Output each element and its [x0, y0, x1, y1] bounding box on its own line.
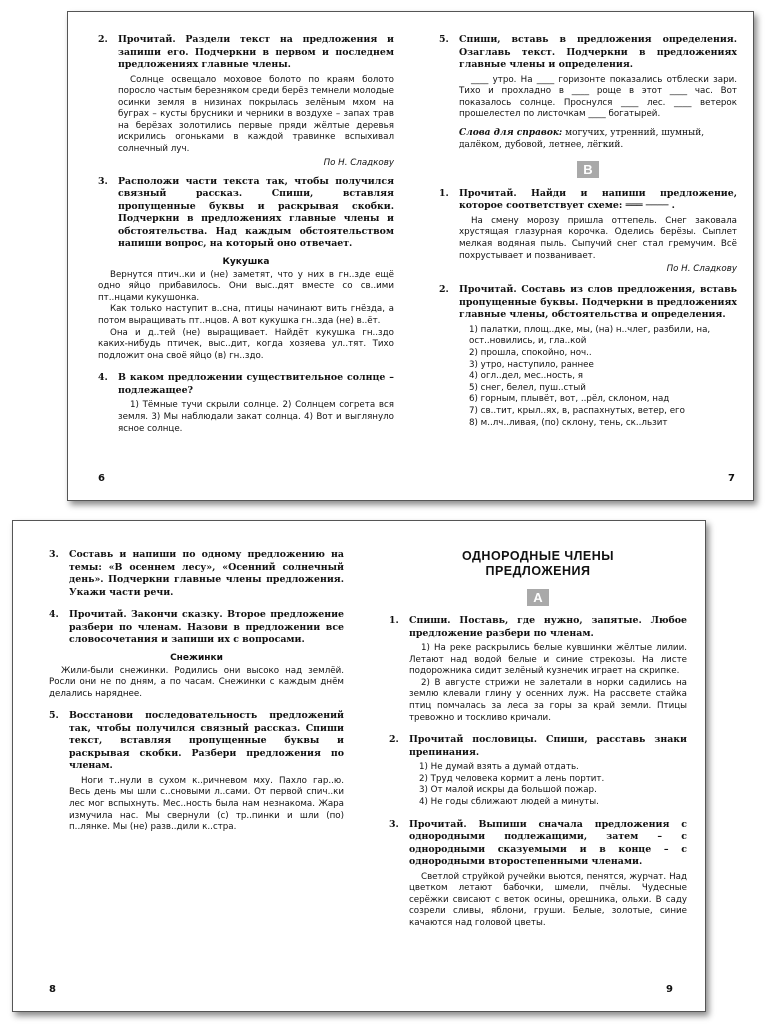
task-number: 2.: [439, 284, 449, 296]
page-number: 7: [728, 473, 735, 484]
section-title-line: ПРЕДЛОЖЕНИЯ: [485, 564, 591, 578]
task-number: 4.: [49, 609, 59, 620]
task-number: 5.: [439, 34, 449, 45]
word-list: [459, 325, 737, 429]
story-title: Кукушка: [222, 256, 270, 267]
story-title: Снежинки: [170, 652, 223, 663]
page-6: [68, 12, 411, 500]
task-3-block: [98, 176, 394, 363]
task-number: 4.: [98, 372, 108, 384]
task-2-block: [389, 734, 687, 808]
page-7-content: [439, 34, 737, 437]
page-9-content: [389, 537, 687, 938]
level-badge-b: B: [577, 161, 599, 178]
task-instruction: Расположи части текста так, чтобы получился связный рассказ. Спиши, вставляя пропущенные буквы и раскрывая скобки. Подчеркни в предложениях главные члены и обстоятельства. Над каждым обстоятельством напиши вопрос, на который оно отвечает.: [118, 175, 394, 250]
task-text: 2) В августе стрижи не залетали в норки садились на землю клевали глину у осенних луж. На рассвете стайка птиц помчалась за леса за горы за край земли. Птицы тревожно и тоскливо кричали.: [409, 677, 687, 723]
task-2-block: [439, 284, 737, 429]
task-instruction: Спиши. Поставь, где нужно, запятые. Любое предложение разбери по членам.: [409, 615, 687, 639]
story-paragraph: Она и д..тей (не) выращивает. Найдёт кукушка гн..здо каких-нибудь птичек, выс..дит, когда хозяева ул..тят. Тихо подложит она своё яйцо (в) гн..здо.: [98, 327, 394, 361]
task-instruction: Спиши, вставь в предложения определения. Озаглавь текст. Подчеркни в предложениях главные члены и определения.: [459, 34, 737, 70]
task-instruction: В каком предложении существительное солнце – подлежащее?: [118, 372, 394, 396]
task-number: 1.: [439, 187, 449, 199]
top-book-spread: [67, 11, 754, 501]
list-item: 3) От малой искры да большой пожар.: [419, 785, 597, 796]
task-instruction: Составь и напиши по одному предложению на темы: «В осеннем лесу», «Осенний солнечный день». Подчеркни главные члены предложения. Укажи части речи.: [69, 549, 344, 598]
page-number: 6: [98, 473, 105, 484]
page-6-content: [98, 34, 394, 443]
task-instruction: Прочитай. Закончи сказку. Второе предложение разбери по членам. Назови в предложении все словосочетания и запиши их с вопросами.: [69, 609, 344, 645]
list-item: 6) горным, плывёт, вот, ..рёл, склоном, над: [469, 394, 670, 405]
task-text: Ноги т..нули в сухом к..ричневом мху. Пахло гар..ю. Весь день мы шли с..сновыми л..сами. От первой спич..ки лес мог вспыхнуть. Мес..ность была нам незнакома. Жара измучила нас. Мы свернули (с) тр..пинки и шли (по) п..лянке. Мы (не) разв..дили к..стра.: [69, 775, 344, 833]
page-number: 9: [666, 984, 673, 995]
task-number: 3.: [98, 175, 108, 187]
hint-label: Слова для справок:: [459, 127, 563, 138]
list-item: 1) палатки, площ..дке, мы, (на) н..члег, разбили, на, ост..новились, и, гла..кой: [469, 324, 711, 347]
task-number: 1.: [389, 615, 399, 626]
task-4-block: [49, 609, 344, 700]
list-item: 5) снег, белел, пуш..стый: [469, 382, 586, 393]
story-paragraph: Вернутся птич..ки и (не) заметят, что у них в гн..зде ещё одно яйцо прибавилось. Они выс..дят вместе со св..ими пт..нцами кукушонка.: [98, 269, 394, 303]
story-text: Жили-были снежинки. Родились они высоко над землёй. Росли они не по дням, а по часам. Снежинки с каждым днём делались наряднее.: [49, 665, 344, 699]
task-3-block: [389, 819, 687, 930]
task-4-block: [98, 372, 394, 435]
task-5-block: [439, 34, 737, 151]
list-item: 8) м..лч..ливая, (по) склону, тень, ск..льзит: [469, 417, 668, 428]
task-text: Солнце освещало моховое болото по краям болото поросло частым березняком среди берёз темнели молодые осинки земля в низинах покрылась зелёным мхом на буграх – кусты брусники и черники в воздухе – запах трав на берёзах золотились первые пряди жёлтые деревья искрились огоньками в каждой травинке вспыхивал солнечный луч.: [118, 74, 394, 155]
task-instruction: Восстанови последовательность предложений так, чтобы получился связный рассказ. Спиши текст, вставляя пропущенные буквы и раскрывая скобки. Разбери предложения по членам.: [69, 710, 344, 772]
section-title-line: ОДНОРОДНЫЕ ЧЛЕНЫ: [461, 549, 615, 563]
task-instruction: Прочитай. Выпиши сначала предложения с однородными подлежащими, затем – с однородными сказуемыми и в конце – с однородными второстепенными членами.: [409, 818, 687, 868]
bottom-book-spread: [12, 520, 706, 1012]
task-number: 3.: [389, 818, 399, 830]
task-number: 2.: [98, 34, 108, 45]
list-item: 4) огл..дел, мес..ность, я: [469, 371, 583, 382]
proverb-list: [409, 762, 687, 808]
task-text: 1) Тёмные тучи скрыли солнце. 2) Солнцем согрета вся земля. 3) Мы наблюдали закат солнца. 4) Вот и выглянуло ясное солнце.: [118, 400, 394, 434]
task-text: На смену морозу пришла оттепель. Снег заковала хрустящая глазурная корочка. Оделись берёзы. Сыплет мелкая водяная пыль. Сыпучий снег стал гремучим. Всё похрустывает и позванивает.: [459, 215, 737, 261]
task-1-block: [439, 188, 737, 274]
task-1-block: [389, 615, 687, 724]
story-paragraph: Как только наступит в..сна, птицы начинают вить гнёзда, а потом выращивать пт..нцов. А вот кукушка гн..зда (не) в..ёт.: [98, 304, 394, 327]
task-instruction: Прочитай. Раздели текст на предложения и запиши его. Подчеркни в первом и последнем предложениях главные члены.: [118, 34, 394, 70]
task-instruction: Прочитай пословицы. Спиши, расставь знаки препинания.: [409, 734, 687, 758]
task-5-block: [49, 710, 344, 833]
task-text: 1) На реке раскрылись белые кувшинки жёлтые лилии. Летают над водой белые и синие стрекозы. На листе подорожника сидит зелёный кузнечик играет на скрипке.: [409, 643, 687, 677]
page-7: [411, 12, 753, 500]
list-item: 4) Не годы сближают людей а минуты.: [419, 796, 599, 807]
author-credit: По Н. Сладкову: [666, 264, 737, 275]
page-9: [361, 521, 705, 1011]
list-item: 2) прошла, спокойно, ноч..: [469, 347, 592, 358]
task-3-block: [49, 549, 344, 599]
hint-words: могучих, утренний, шумный, далёком, дубовой, летнее, лёгкий.: [459, 127, 705, 150]
task-number: 3.: [49, 549, 59, 560]
task-instruction: Прочитай. Составь из слов предложения, вставь пропущенные буквы. Подчеркни в предложениях главные члены, обстоятельства и определения.: [459, 284, 737, 321]
task-text: ____ утро. На ____ горизонте показались отблески зари. Тихо и прохладно в ____ роще в этот ____ час. Вот показалось солнце. Проснулся ____ лес. ____ ветерок прошелестел по листочкам ____ богатырей.: [459, 74, 737, 120]
list-item: 3) утро, наступило, раннее: [469, 359, 594, 370]
level-badge-a: A: [527, 589, 549, 606]
task-text: Светлой струйкой ручейки вьются, пенятся, журчат. Над цветком летают бабочки, шмели, пчёлы. Чудесные серёжки свисают с веток осины, орешника, ольхи. В саду созрели сливы, яблони, груши. Белые, золотые, синие качаются над головой цветы.: [409, 871, 687, 928]
section-title: [389, 549, 687, 579]
page-8: [13, 521, 361, 1011]
page-number: 8: [49, 984, 56, 995]
author-credit: По Н. Сладкову: [323, 157, 394, 168]
word-hint: [459, 127, 737, 151]
task-2-block: [98, 34, 394, 168]
task-number: 5.: [49, 710, 59, 722]
page-8-content: [49, 549, 344, 842]
list-item: 1) Не думай взять а думай отдать.: [419, 762, 579, 773]
list-item: 7) св..тит, крыл..ях, в, распахнутых, ветер, его: [469, 405, 685, 416]
task-number: 2.: [389, 734, 399, 746]
list-item: 2) Труд человека кормит а лень портит.: [419, 773, 605, 784]
task-instruction: Прочитай. Найди и напиши предложение, которое соответствует схеме: ═══ ──── .: [459, 187, 737, 212]
